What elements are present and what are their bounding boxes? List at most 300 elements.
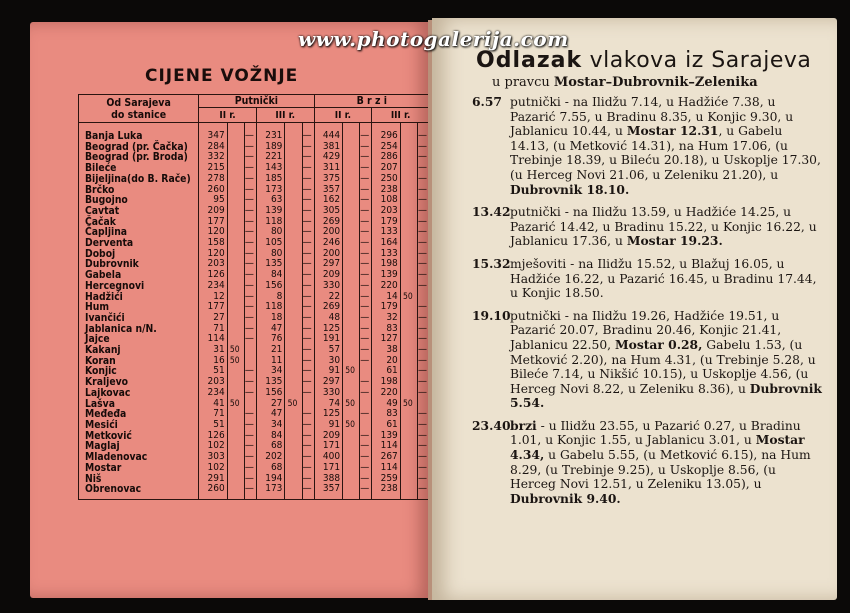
fare-dash: — [244, 238, 256, 249]
fare-p2: 284 [199, 142, 228, 153]
fare-b3: 83 [372, 409, 401, 420]
fare-dash: — [302, 356, 314, 367]
fare-station: Mostar [79, 463, 199, 474]
fare-b2: 209 [314, 270, 343, 281]
fare-dash: — [360, 313, 372, 324]
fare-dash: — [244, 463, 256, 474]
fare-dash: — [417, 174, 429, 185]
fare-b2: 171 [314, 441, 343, 452]
fare-p2-half [227, 281, 244, 292]
fare-b2-half [343, 142, 360, 153]
fare-dash: — [417, 313, 429, 324]
fare-row [79, 431, 430, 442]
fare-dash: — [417, 324, 429, 335]
departure-stop-highlight: Mostar 4.34, [510, 432, 805, 463]
fare-p2: 260 [199, 484, 228, 499]
fare-dash: — [302, 388, 314, 399]
fare-dash: — [360, 377, 372, 388]
fare-b3: 259 [372, 474, 401, 485]
fare-station: Niš [79, 474, 199, 485]
fare-b2-half [343, 474, 360, 485]
fare-dash: — [360, 474, 372, 485]
fare-p2: 291 [199, 474, 228, 485]
fare-station: Derventa [79, 238, 199, 249]
fare-row [79, 238, 430, 249]
fare-b3-half [400, 484, 417, 499]
fare-p3: 139 [256, 206, 285, 217]
fare-p2-half [227, 420, 244, 431]
fare-dash: — [417, 463, 429, 474]
fare-station: Beograd (pr. Čačka) [79, 142, 199, 153]
fare-b2: 30 [314, 356, 343, 367]
fare-dash: — [417, 431, 429, 442]
fare-dash: — [417, 441, 429, 452]
fare-b3: 238 [372, 484, 401, 499]
fare-b3-half [400, 238, 417, 249]
fare-dash: — [417, 206, 429, 217]
fare-b3-half [400, 195, 417, 206]
fare-dash: — [244, 185, 256, 196]
fare-p3-half [285, 452, 302, 463]
fare-b3: 114 [372, 441, 401, 452]
fare-dash: — [244, 281, 256, 292]
fare-dash [244, 345, 256, 356]
fare-b3: 179 [372, 217, 401, 228]
fare-dash: — [244, 259, 256, 270]
fare-p3: 143 [256, 163, 285, 174]
fare-b3: 61 [372, 366, 401, 377]
departure-time: 6.57 [472, 94, 502, 109]
fare-p2-half [227, 142, 244, 153]
departures-section [472, 48, 822, 506]
fare-dash: — [417, 366, 429, 377]
fare-dash: — [244, 441, 256, 452]
fare-p3: 231 [256, 123, 285, 142]
fare-b3-half [400, 356, 417, 367]
departure-stop-text: - u Ilidžu 23.55, u Pazarić 0.27, u Bradinu 1.01, u Konjic 1.55, u Jablanicu 3.01, u [510, 418, 801, 448]
fare-dash: — [360, 409, 372, 420]
fare-p3: 68 [256, 463, 285, 474]
fare-b2-half [343, 292, 360, 303]
fare-dash: — [302, 227, 314, 238]
fare-b3-half [400, 474, 417, 485]
fare-dash: — [417, 217, 429, 228]
fare-p3-half [285, 484, 302, 499]
fare-b2-half [343, 334, 360, 345]
fare-b3: 133 [372, 249, 401, 260]
fare-b2: 330 [314, 281, 343, 292]
fare-dash: — [360, 227, 372, 238]
fare-p3: 118 [256, 217, 285, 228]
fare-p3-half [285, 206, 302, 217]
fare-station: Brčko [79, 185, 199, 196]
fare-p3-half [285, 163, 302, 174]
fare-p2-half [227, 270, 244, 281]
fare-b3: 207 [372, 163, 401, 174]
fare-dash: — [302, 152, 314, 163]
fare-b3: 220 [372, 281, 401, 292]
fare-p3: 76 [256, 334, 285, 345]
fare-p3-half [285, 259, 302, 270]
header-brzi-class3: III r. [372, 108, 430, 123]
departure-time: 19.10 [472, 307, 511, 323]
fare-b3: 198 [372, 377, 401, 388]
fare-p2-half: 50 [227, 345, 244, 356]
fare-b2: 200 [314, 227, 343, 238]
fare-b2-half [343, 302, 360, 313]
fare-dash: — [417, 227, 429, 238]
fare-dash: — [302, 302, 314, 313]
fare-dash: — [244, 420, 256, 431]
departure-stop-highlight: brzi [510, 417, 537, 433]
fare-row [79, 281, 430, 292]
fare-dash: — [360, 356, 372, 367]
fare-dash: — [360, 217, 372, 228]
fare-b3: 179 [372, 302, 401, 313]
fare-dash: — [244, 217, 256, 228]
fare-row [79, 259, 430, 270]
fare-p3: 156 [256, 281, 285, 292]
fare-dash: — [244, 249, 256, 260]
fare-p3: 80 [256, 227, 285, 238]
fare-p2-half [227, 163, 244, 174]
fare-dash: — [302, 142, 314, 153]
fare-b3: 203 [372, 206, 401, 217]
fare-row [79, 152, 430, 163]
fare-dash: — [302, 259, 314, 270]
fare-dash: — [417, 356, 429, 367]
fare-b3: 133 [372, 227, 401, 238]
fare-b2-half [343, 463, 360, 474]
fare-b3-half [400, 388, 417, 399]
fare-p3-half [285, 217, 302, 228]
fare-p3: 11 [256, 356, 285, 367]
fare-b2: 162 [314, 195, 343, 206]
fare-p2: 203 [199, 259, 228, 270]
fare-b3-half [400, 281, 417, 292]
fare-station: Ivančići [79, 313, 199, 324]
departure-stops [510, 205, 822, 249]
fare-p3: 105 [256, 238, 285, 249]
fare-p3: 173 [256, 185, 285, 196]
fare-dash: — [417, 249, 429, 260]
fare-dash: — [244, 313, 256, 324]
fare-dash: — [302, 420, 314, 431]
fare-station: Mladenovac [79, 452, 199, 463]
fare-p3-half [285, 152, 302, 163]
fare-b2-half [343, 452, 360, 463]
fare-dash: — [360, 324, 372, 335]
departure-list [472, 95, 822, 506]
fare-p3: 173 [256, 484, 285, 499]
fare-p3-half: 50 [285, 399, 302, 410]
fare-b3: 250 [372, 174, 401, 185]
fare-dash: — [302, 195, 314, 206]
fare-p3-half [285, 366, 302, 377]
fare-dash: — [360, 163, 372, 174]
fare-dash: — [417, 163, 429, 174]
departure-stop-highlight: Mostar 0.28, [615, 336, 703, 352]
fare-station: Hercegnovi [79, 281, 199, 292]
fare-b2: 269 [314, 217, 343, 228]
fare-b3-half [400, 185, 417, 196]
fare-dash: — [302, 409, 314, 420]
fare-dash: — [302, 366, 314, 377]
fare-b2-half [343, 206, 360, 217]
fare-dash: — [302, 249, 314, 260]
fare-b3: 20 [372, 356, 401, 367]
fare-dash: — [417, 270, 429, 281]
fare-b2: 191 [314, 334, 343, 345]
fare-p3-half [285, 463, 302, 474]
fare-dash: — [360, 270, 372, 281]
fare-dash: — [360, 142, 372, 153]
departure-time: 13.42 [472, 204, 511, 220]
fare-station: Konjic [79, 366, 199, 377]
fare-b2-half [343, 313, 360, 324]
fare-station: Kraljevo [79, 377, 199, 388]
fare-b2: 357 [314, 185, 343, 196]
fare-b2-half [343, 217, 360, 228]
fare-b3: 83 [372, 324, 401, 335]
fare-dash: — [417, 474, 429, 485]
header-station-line2: do stanice [111, 108, 167, 121]
fare-p3-half [285, 409, 302, 420]
fare-b3-half [400, 206, 417, 217]
fare-p3-half [285, 474, 302, 485]
fare-b2: 388 [314, 474, 343, 485]
fare-dash: — [302, 452, 314, 463]
fare-b2-half: 50 [343, 399, 360, 410]
fare-dash: — [360, 431, 372, 442]
fare-p2: 71 [199, 324, 228, 335]
header-putnicki-class3: III r. [256, 108, 314, 123]
fare-b2-half [343, 270, 360, 281]
fare-dash: — [302, 123, 314, 142]
fare-station: Kakanj [79, 345, 199, 356]
fare-b2: 57 [314, 345, 343, 356]
fare-p2: 120 [199, 227, 228, 238]
fare-station: Beograd (pr. Broda) [79, 152, 199, 163]
fare-p3: 47 [256, 409, 285, 420]
fare-p3-half [285, 227, 302, 238]
fare-dash: — [417, 334, 429, 345]
fare-b2: 200 [314, 249, 343, 260]
fare-b3: 139 [372, 431, 401, 442]
fare-p2-half [227, 195, 244, 206]
departure-stops [510, 95, 822, 197]
departure-stops [510, 419, 822, 507]
fare-p3-half [285, 142, 302, 153]
fare-dash: — [244, 195, 256, 206]
fare-station: Doboj [79, 249, 199, 260]
fare-b2-half [343, 238, 360, 249]
departure-entry [472, 419, 822, 507]
fare-b3: 296 [372, 123, 401, 142]
fare-b2: 381 [314, 142, 343, 153]
fare-b3: 267 [372, 452, 401, 463]
fare-p3: 8 [256, 292, 285, 303]
fare-p3-half [285, 123, 302, 142]
fare-station: Bileće [79, 163, 199, 174]
fare-p2-half [227, 313, 244, 324]
departure-entry [472, 257, 822, 301]
fare-dash: — [360, 195, 372, 206]
fare-p3: 156 [256, 388, 285, 399]
fare-dash: — [244, 377, 256, 388]
fare-dash: — [302, 313, 314, 324]
fare-b3-half [400, 431, 417, 442]
fare-dash: — [417, 302, 429, 313]
fare-dash: — [302, 463, 314, 474]
fare-dash: — [302, 270, 314, 281]
fare-table-body [79, 123, 430, 500]
fare-dash: — [302, 292, 314, 303]
fare-dash: — [417, 420, 429, 431]
departure-entry [472, 95, 822, 197]
fare-dash: — [244, 474, 256, 485]
fare-dash: — [417, 409, 429, 420]
fare-b2: 74 [314, 399, 343, 410]
fare-dash: — [417, 345, 429, 356]
fare-b2-half [343, 185, 360, 196]
fare-dash: — [244, 484, 256, 499]
fare-b3-half [400, 227, 417, 238]
fare-p3-half [285, 238, 302, 249]
fare-dash: — [302, 281, 314, 292]
fare-b3-half [400, 217, 417, 228]
fare-p2: 215 [199, 163, 228, 174]
fare-b2: 209 [314, 431, 343, 442]
fare-b2-half [343, 163, 360, 174]
fare-b2: 246 [314, 238, 343, 249]
fare-b3: 32 [372, 313, 401, 324]
fare-dash: — [244, 152, 256, 163]
fare-table [78, 94, 430, 500]
header-station [79, 95, 199, 123]
fare-dash: — [244, 431, 256, 442]
fare-b2: 125 [314, 324, 343, 335]
fare-p2-half [227, 123, 244, 142]
fare-b2-half [343, 281, 360, 292]
fare-p2: 303 [199, 452, 228, 463]
fare-p2-half [227, 206, 244, 217]
fare-b3-half [400, 324, 417, 335]
fare-p3: 84 [256, 431, 285, 442]
departure-time: 15.32 [472, 255, 511, 271]
fare-dash: — [360, 238, 372, 249]
fare-dash: — [244, 270, 256, 281]
fare-row [79, 292, 430, 303]
fare-b3: 108 [372, 195, 401, 206]
fare-station: Banja Luka [79, 123, 199, 142]
fare-b3-half [400, 249, 417, 260]
fare-p2: 31 [199, 345, 228, 356]
fare-p2: 51 [199, 366, 228, 377]
fare-p2: 260 [199, 185, 228, 196]
fare-station: Cavtat [79, 206, 199, 217]
fare-p2-half [227, 334, 244, 345]
fare-b3-half [400, 123, 417, 142]
fare-dash: — [302, 163, 314, 174]
fare-p2: 126 [199, 431, 228, 442]
fare-b2-half [343, 227, 360, 238]
fare-dash: — [360, 388, 372, 399]
fare-b3: 38 [372, 345, 401, 356]
fare-dash: — [302, 174, 314, 185]
fare-p3: 185 [256, 174, 285, 185]
fare-p3: 80 [256, 249, 285, 260]
fare-b3: 61 [372, 420, 401, 431]
fare-b2: 444 [314, 123, 343, 142]
fare-row [79, 366, 430, 377]
fare-b2-half [343, 441, 360, 452]
fare-b3-half [400, 259, 417, 270]
fare-dash: — [360, 185, 372, 196]
fare-b3-half [400, 152, 417, 163]
fare-p2-half [227, 377, 244, 388]
fare-p3: 189 [256, 142, 285, 153]
fare-b3: 254 [372, 142, 401, 153]
fare-row [79, 324, 430, 335]
departure-stop-text: , u Gabelu 14.13, (u Metković 14.31), na Hum 17.06, (u Trebinje 18.39, u Bileću 20.18), u Uskoplje 17.30, (u Herceg Novi 21.06, u Zeleniku 21.20), u [510, 124, 821, 182]
fare-p3-half [285, 185, 302, 196]
fare-p3: 27 [256, 399, 285, 410]
fare-row [79, 409, 430, 420]
fare-dash: — [244, 324, 256, 335]
fare-p2: 120 [199, 249, 228, 260]
fare-b2: 400 [314, 452, 343, 463]
fare-b2-half: 50 [343, 420, 360, 431]
fare-dash: — [360, 484, 372, 499]
fare-b3-half [400, 409, 417, 420]
fare-b2-half [343, 345, 360, 356]
fare-row [79, 388, 430, 399]
fare-p2-half [227, 259, 244, 270]
fare-dash: — [302, 206, 314, 217]
fare-p2: 234 [199, 388, 228, 399]
fare-b3-half [400, 377, 417, 388]
fare-b3: 164 [372, 238, 401, 249]
fare-b2: 305 [314, 206, 343, 217]
fare-dash: — [302, 441, 314, 452]
fare-p2: 126 [199, 270, 228, 281]
fare-dash: — [302, 324, 314, 335]
fare-b3: 286 [372, 152, 401, 163]
departure-stop-text: mješoviti - na Ilidžu 15.52, u Blažuj 16.05, u Hadžiće 16.22, u Pazarić 16.45, u Bradinu 17.44, u Konjic 18.50. [510, 256, 817, 301]
fare-p2-half [227, 249, 244, 260]
fare-dash: — [302, 484, 314, 499]
header-station-line1: Od Sarajeva [106, 96, 171, 109]
fare-p2-half [227, 452, 244, 463]
fare-p3: 135 [256, 259, 285, 270]
fare-b2: 311 [314, 163, 343, 174]
fare-p3: 202 [256, 452, 285, 463]
fare-b2-half [343, 152, 360, 163]
fare-p3-half [285, 195, 302, 206]
fare-p2-half [227, 152, 244, 163]
fare-dash: — [360, 345, 372, 356]
fare-b2-half [343, 356, 360, 367]
fare-b2-half [343, 123, 360, 142]
departures-title-bold: Odlazak [476, 48, 583, 73]
fare-b3-half: 50 [400, 292, 417, 303]
fare-station: Dubrovnik [79, 259, 199, 270]
fare-row [79, 185, 430, 196]
departure-stop-highlight: Dubrovnik 5.54. [510, 380, 822, 411]
fare-b2: 91 [314, 366, 343, 377]
fare-b2-half [343, 249, 360, 260]
